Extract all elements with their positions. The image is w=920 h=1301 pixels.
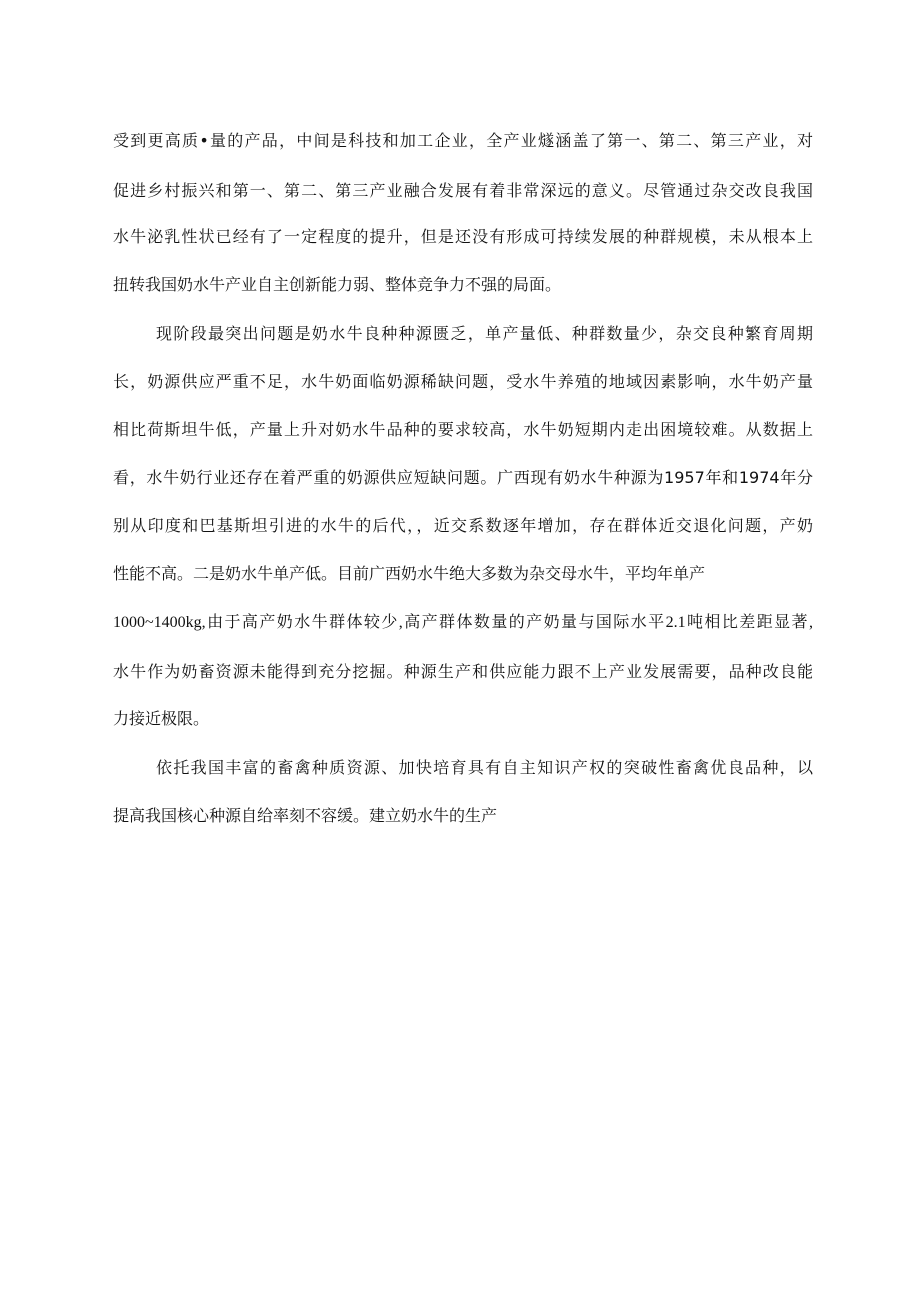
paragraph-2-line-7: 1000~1400kg,由于高产奶水牛群体较少,高产群体数量的产奶量与国际水平2.1吨相比差距显著, [113,614,813,631]
paragraph-2-line-3: 相比荷斯坦牛低，产量上升对奶水牛品种的要求较高，水牛奶短期内走出困境较难。从数据上 [113,420,813,439]
paragraph-2-line-2: 长，奶源供应严重不足，水牛奶面临奶源稀缺问题，受水牛养殖的地域因素影响，水牛奶产量 [113,372,813,391]
paragraph-2-line-9: 力接近极限。 [113,709,210,728]
paragraph-1-line-4: 扭转我国奶水牛产业自主创新能力弱、整体竞争力不强的局面。 [113,275,562,294]
paragraph-1-line-1: 受到更高质•量的产品，中间是科技和加工企业，全产业燧涵盖了第一、第二、第三产业，对 [113,131,813,150]
paragraph-2-line-8: 水牛作为奶畜资源未能得到充分挖掘。种源生产和供应能力跟不上产业发展需要，品种改良能 [113,662,813,681]
paragraph-2-line-4: 看，水牛奶行业还存在着严重的奶源供应短缺问题。广西现有奶水牛种源为1957年和1974年分 [113,468,813,487]
paragraph-1-line-2: 促进乡村振兴和第一、第二、第三产业融合发展有着非常深远的意义。尽管通过杂交改良我国 [113,181,813,200]
paragraph-3-line-2: 提高我国核心种源自给率刻不容缓。建立奶水牛的生产 [113,806,498,825]
paragraph-1-line-3: 水牛泌乳性状已经有了一定程度的提升，但是还没有形成可持续发展的种群规模，未从根本上 [113,227,813,246]
paragraph-2-line-1: 现阶段最突出问题是奶水牛良种种源匮乏，单产量低、种群数量少，杂交良种繁育周期 [156,324,813,343]
paragraph-2-line-6: 性能不高。二是奶水牛单产低。目前广西奶水牛绝大多数为杂交母水牛，平均年单产 [113,564,706,583]
paragraph-3-line-1: 依托我国丰富的畜禽种质资源、加快培育具有自主知识产权的突破性畜禽优良品种，以 [156,758,813,777]
paragraph-2-line-5: 别从印度和巴基斯坦引进的水牛的后代，，近交系数逐年增加，存在群体近交退化问题，产奶 [113,516,813,535]
